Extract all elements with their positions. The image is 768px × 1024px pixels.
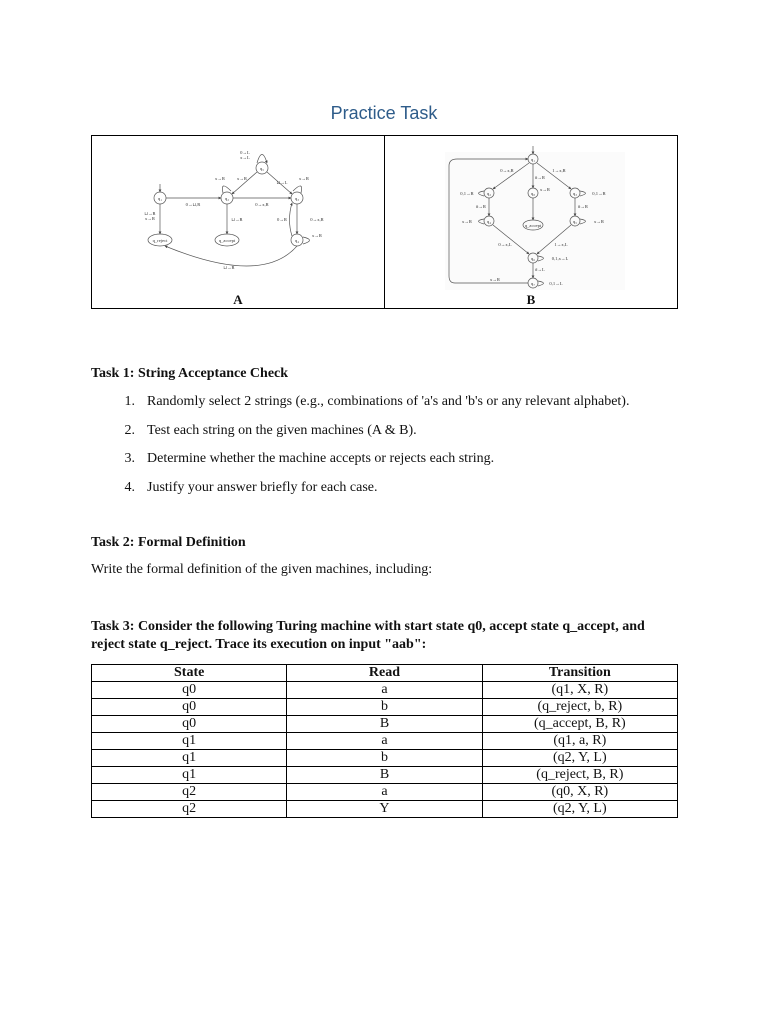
list-item-number: 4. bbox=[124, 479, 135, 495]
cell-state: q2 bbox=[92, 801, 287, 818]
cell-transition: (q_accept, B, R) bbox=[482, 716, 677, 733]
state-diagram-b bbox=[385, 136, 678, 308]
table-row bbox=[92, 767, 678, 784]
figure-a-caption: A bbox=[233, 292, 243, 307]
column-header-transition: Transition bbox=[482, 665, 677, 682]
task3-heading: Task 3: Consider the following Turing machine with start state q0, accept state q_accept, and reject state q_reject. Trace its execution on input "aab": bbox=[91, 619, 645, 652]
table-row bbox=[92, 682, 678, 699]
cell-state: q1 bbox=[92, 750, 287, 767]
figures-box bbox=[91, 135, 678, 309]
edge-label: 0→R bbox=[277, 217, 287, 222]
cell-transition: (q2, Y, L) bbox=[482, 750, 677, 767]
list-item-text: Determine whether the machine accepts or rejects each string. bbox=[147, 451, 495, 466]
edge-label: 0→x,R bbox=[500, 168, 514, 173]
edge-label: 1→x,R bbox=[552, 168, 566, 173]
list-item-text: Test each string on the given machines (A & B). bbox=[147, 422, 417, 438]
figure-b-caption: B bbox=[526, 292, 536, 307]
state-q4-label: q₄ bbox=[295, 238, 299, 243]
cell-transition: (q2, Y, L) bbox=[482, 801, 677, 818]
edge-label: 0→x,R bbox=[255, 202, 269, 207]
cell-read: B bbox=[287, 767, 482, 784]
list-item bbox=[91, 450, 629, 479]
table-row bbox=[92, 716, 678, 733]
cell-read: b bbox=[287, 699, 482, 716]
edge-label: x→R bbox=[490, 277, 500, 282]
edge-label: 0,1→R bbox=[592, 191, 606, 196]
column-header-state: State bbox=[92, 665, 287, 682]
cell-state: q0 bbox=[92, 699, 287, 716]
list-item-number: 3. bbox=[124, 451, 135, 466]
table-header-row bbox=[92, 665, 678, 682]
state-b-q8-label: q₈ bbox=[531, 191, 535, 196]
list-item bbox=[91, 393, 629, 422]
edge-label: #→R bbox=[476, 204, 486, 209]
edge-label: x→R bbox=[237, 176, 247, 181]
edge-label: 0→x,R bbox=[310, 217, 324, 222]
edge-label: #→L bbox=[535, 267, 545, 272]
edge-label: x→R bbox=[312, 233, 322, 238]
table-row bbox=[92, 750, 678, 767]
state-b-q4-label: q₄ bbox=[487, 219, 491, 224]
list-item-text: Randomly select 2 strings (e.g., combinations of 'a's and 'b's or any relevant alphabet). bbox=[147, 394, 630, 409]
edge-label: #→R bbox=[578, 204, 588, 209]
state-q3-label: q₃ bbox=[295, 196, 299, 201]
cell-state: q1 bbox=[92, 733, 287, 750]
cell-state: q2 bbox=[92, 784, 287, 801]
edge-label: #→R bbox=[535, 175, 545, 180]
cell-read: B bbox=[287, 716, 482, 733]
state-q-accept-label: q_accept bbox=[218, 238, 236, 243]
edge-label: x→R bbox=[462, 219, 472, 224]
table-row bbox=[92, 784, 678, 801]
list-item bbox=[91, 422, 629, 451]
edge-label: x→R bbox=[594, 219, 604, 224]
edge-label: 0,1,x→L bbox=[551, 256, 569, 261]
state-q2-label: q₂ bbox=[225, 196, 229, 201]
table-row bbox=[92, 801, 678, 818]
edge-label: 0,1→L bbox=[549, 281, 563, 286]
edge-label: 1→x,L bbox=[554, 242, 568, 247]
state-b-q2-label: q₂ bbox=[487, 191, 491, 196]
edge-label: ⊔→R bbox=[231, 217, 243, 222]
cell-read: a bbox=[287, 784, 482, 801]
cell-read: Y bbox=[287, 801, 482, 818]
edge-label: ⊔→R bbox=[144, 211, 156, 216]
state-diagram-a bbox=[92, 136, 385, 308]
state-b-q-accept-label: q_accept bbox=[524, 223, 542, 228]
state-q1-label: q₁ bbox=[158, 196, 162, 201]
task1-heading: Task 1: String Acceptance Check bbox=[91, 366, 289, 381]
cell-state: q0 bbox=[92, 716, 287, 733]
task2-heading: Task 2: Formal Definition bbox=[91, 535, 246, 550]
list-item bbox=[91, 479, 629, 508]
edge-label: x→R bbox=[299, 176, 309, 181]
cell-read: a bbox=[287, 733, 482, 750]
edge-label: 0→x,L bbox=[498, 242, 512, 247]
cell-transition: (q_reject, B, R) bbox=[482, 767, 677, 784]
cell-transition: (q_reject, b, R) bbox=[482, 699, 677, 716]
state-b-q7-label: q₇ bbox=[531, 281, 535, 286]
cell-transition: (q0, X, R) bbox=[482, 784, 677, 801]
state-b-q6-label: q₆ bbox=[531, 256, 535, 261]
column-header-read: Read bbox=[287, 665, 482, 682]
cell-read: b bbox=[287, 750, 482, 767]
edge-label: x→R bbox=[145, 216, 155, 221]
task2-text: Write the formal definition of the given machines, including: bbox=[91, 562, 433, 577]
cell-state: q0 bbox=[92, 682, 287, 699]
edge-label: 0→⊔,R bbox=[185, 202, 201, 207]
list-item-text: Justify your answer briefly for each case. bbox=[147, 479, 378, 495]
table-row bbox=[92, 699, 678, 716]
state-q-reject-label: q_reject bbox=[152, 238, 168, 243]
edge-label: ⊔→R bbox=[223, 265, 235, 270]
edge-label: x→L bbox=[240, 155, 250, 160]
edge-label: ⊔→L bbox=[276, 180, 288, 185]
edge-label: 0→L bbox=[240, 150, 250, 155]
page-title: Practice Task bbox=[330, 103, 438, 123]
list-item-number: 1. bbox=[124, 394, 135, 409]
figure-b bbox=[384, 136, 677, 308]
figure-a bbox=[92, 136, 384, 308]
table-row bbox=[92, 733, 678, 750]
task1-list bbox=[91, 393, 629, 507]
transition-table bbox=[91, 664, 678, 818]
list-item-number: 2. bbox=[124, 422, 135, 438]
cell-read: a bbox=[287, 682, 482, 699]
edge-label: x→R bbox=[540, 187, 550, 192]
edge-label: 0,1→R bbox=[460, 191, 474, 196]
cell-transition: (q1, X, R) bbox=[482, 682, 677, 699]
cell-transition: (q1, a, R) bbox=[482, 733, 677, 750]
edge-label: x→R bbox=[215, 176, 225, 181]
state-b-q3-label: q₃ bbox=[573, 191, 577, 196]
state-q5-label: q₅ bbox=[260, 166, 264, 171]
state-b-q5-label: q₅ bbox=[573, 219, 577, 224]
cell-state: q1 bbox=[92, 767, 287, 784]
state-b-q1-label: q₁ bbox=[531, 157, 535, 162]
